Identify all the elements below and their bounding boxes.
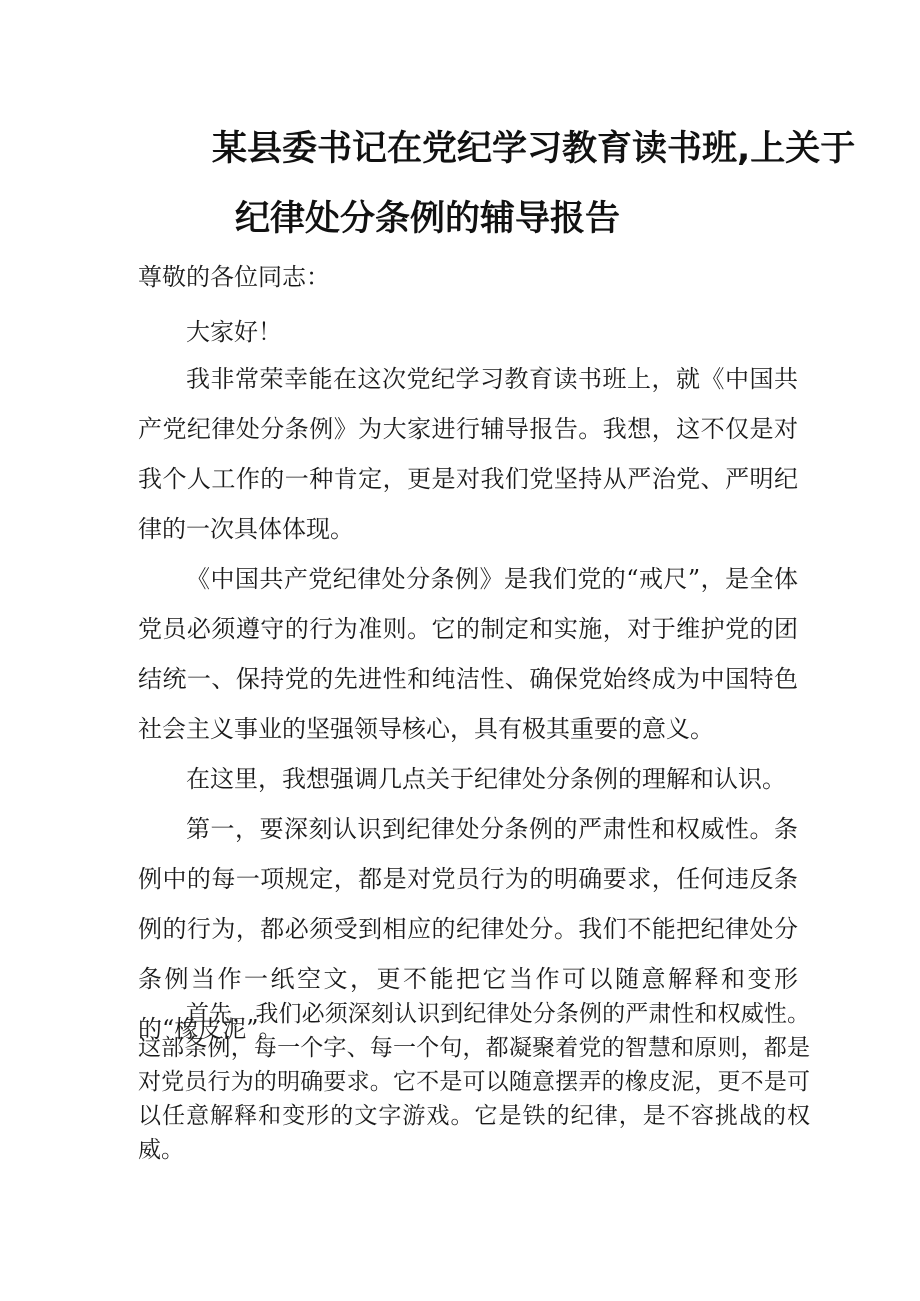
document-title-line-2: 纪律处分条例的辅导报告	[235, 199, 621, 239]
document-title-line-1: 某县委书记在党纪学习教育读书班,上关于	[212, 129, 856, 169]
paragraph-1: 我非常荣幸能在这次党纪学习教育读书班上，就《中国共产党纪律处分条例》为大家进行辅导报告。我想，这不仅是对我个人工作的一种肯定，更是对我们党坚持从严治党、严明纪律的一次具体体现。	[138, 365, 798, 543]
paragraph-2: 《中国共产党纪律处分条例》是我们党的“戒尺”，是全体党员必须遵守的行为准则。它的制定和实施，对于维护党的团结统一、保持党的先进性和纯洁性、确保党始终成为中国特色社会主义事业的坚强领导核心，具有极其重要的意义。	[138, 565, 798, 743]
salutation: 尊敬的各位同志：	[138, 263, 330, 291]
paragraph-4: 第一，要深刻认识到纪律处分条例的严肃性和权威性。条例中的每一项规定，都是对党员行为的明确要求，任何违反条例的行为，都必须受到相应的纪律处分。我们不能把纪律处分条例当作一纸空文，更不能把它当作可以随意解释和变形的“橡皮泥”。	[138, 815, 798, 1043]
greeting: 大家好！	[186, 318, 282, 346]
paragraph-5: 首先，我们必须深刻认识到纪律处分条例的严肃性和权威性。这部条例，每一个字、每一个句，都凝聚着党的智慧和原则，都是对党员行为的明确要求。它不是可以随意摆弄的橡皮泥，更不是可以任意解释和变形的文字游戏。它是铁的纪律，是不容挑战的权威。	[138, 1001, 810, 1163]
paragraph-3: 在这里，我想强调几点关于纪律处分条例的理解和认识。	[186, 765, 786, 793]
